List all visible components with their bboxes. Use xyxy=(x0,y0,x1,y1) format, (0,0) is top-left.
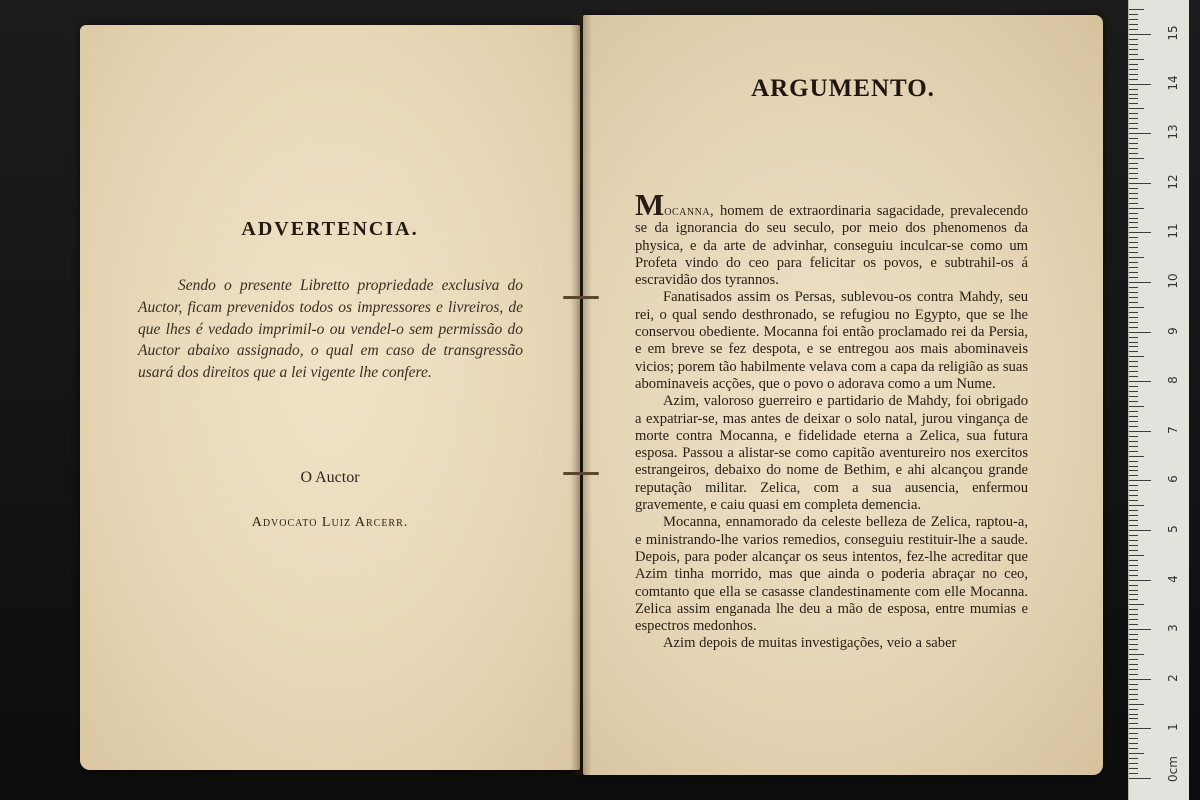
ruler-tick xyxy=(1129,515,1138,516)
ruler-tick xyxy=(1129,98,1138,99)
paragraph: Mocanna, ennamorado da celeste belleza de Zelica, raptou-a, e ministrando-lhe varios remedios, conseguiu restituir-lhe a saude. Depois, para poder alcançar os seus intentos, fez-lhe acreditar que Azim tinha morrido, mas que ainda o poderia abraçar no ceo, comtanto que ella se casasse clandestinamente com elle Mocanna. Zelica assim enganada lhe deu a mão de esposa, entre mumias e espectros medonhos. xyxy=(635,514,1028,635)
ruler-tick xyxy=(1129,342,1138,343)
ruler-tick xyxy=(1129,396,1138,397)
ruler-tick xyxy=(1129,669,1138,670)
ruler-tick xyxy=(1129,555,1144,556)
ruler-tick xyxy=(1129,614,1138,615)
ruler-tick xyxy=(1129,277,1138,278)
paragraph-text: homem de extraordinaria sagacidade, prevalecendo se da ignorancia do seu seculo, por meio dos phenomenos da physica, e da arte de advinhar, conseguiu inculcar-se como um Profeta vindo do ceo para felicitar os povos, e subtrahil-os á escravidão dos tyrannos. xyxy=(635,203,1028,289)
ruler-tick xyxy=(1129,351,1138,352)
ruler-tick xyxy=(1129,619,1138,620)
ruler-tick xyxy=(1129,451,1138,452)
ruler-tick xyxy=(1129,575,1138,576)
ruler-tick xyxy=(1129,594,1138,595)
ruler-tick xyxy=(1129,634,1138,635)
ruler-tick xyxy=(1129,203,1138,204)
ruler-tick xyxy=(1129,158,1144,159)
ruler-tick xyxy=(1129,733,1138,734)
paragraph: Fanatisados assim os Persas, sublevou-os contra Mahdy, seu rei, o qual sendo desthronado, se refugiou no Egypto, que se lhe conservou obediente. Mocanna foi então proclamado rei da Persia, e em breve se fez despota, e se entregou aos mais abominaveis vicios; porem tão habilmente velava com a capa da religião as suas abominaveis acções, que o povo o adorava como a um Nume. xyxy=(635,289,1028,392)
ruler-tick xyxy=(1129,44,1138,45)
ruler-tick xyxy=(1129,565,1138,566)
binding-stitch xyxy=(563,296,599,299)
ruler-tick xyxy=(1129,282,1151,283)
ruler-tick xyxy=(1129,173,1138,174)
ruler-tick xyxy=(1129,74,1138,75)
ruler-tick xyxy=(1129,267,1138,268)
ruler-tick xyxy=(1129,500,1138,501)
ruler-number: 5 xyxy=(1166,525,1180,533)
ruler-tick xyxy=(1129,654,1144,655)
ruler-tick xyxy=(1129,728,1151,729)
ruler-tick xyxy=(1129,446,1138,447)
ruler-tick xyxy=(1129,699,1138,700)
ruler-tick xyxy=(1129,674,1138,675)
ruler-tick xyxy=(1129,247,1138,248)
ruler-number: 13 xyxy=(1166,124,1180,140)
ruler-tick xyxy=(1129,743,1138,744)
ruler-tick xyxy=(1129,585,1138,586)
ruler-tick xyxy=(1129,312,1138,313)
ruler-tick xyxy=(1129,262,1138,263)
ruler-tick xyxy=(1129,24,1138,25)
ruler-tick xyxy=(1129,183,1151,184)
book-gutter xyxy=(570,15,592,775)
paragraph: Azim depois de muitas investigações, veio a saber xyxy=(663,635,957,652)
ruler-tick xyxy=(1129,346,1138,347)
ruler-tick xyxy=(1129,14,1138,15)
ruler-tick xyxy=(1129,252,1138,253)
ruler-tick xyxy=(1129,297,1138,298)
ruler-tick xyxy=(1129,222,1138,223)
ruler-tick xyxy=(1129,178,1138,179)
ruler-tick xyxy=(1129,540,1138,541)
ruler-number: 14 xyxy=(1166,74,1180,91)
ruler-tick xyxy=(1129,723,1138,724)
ruler-tick xyxy=(1129,59,1144,60)
ruler-tick xyxy=(1129,644,1138,645)
ruler-tick xyxy=(1129,684,1138,685)
ruler-tick xyxy=(1129,123,1138,124)
ruler-tick xyxy=(1129,490,1138,491)
ruler-tick xyxy=(1129,441,1138,442)
ruler-number: 4 xyxy=(1166,574,1180,583)
ruler-tick xyxy=(1129,322,1138,323)
ruler-number: 12 xyxy=(1166,174,1180,190)
ruler-tick xyxy=(1129,560,1138,561)
ruler-tick xyxy=(1129,39,1138,40)
ruler-tick xyxy=(1129,525,1138,526)
ruler-tick xyxy=(1129,689,1138,690)
ruler-tick xyxy=(1129,69,1138,70)
ruler-tick xyxy=(1129,9,1144,10)
ruler-tick xyxy=(1129,659,1138,660)
ruler-tick xyxy=(1129,356,1144,357)
ruler-tick xyxy=(1129,456,1144,457)
ruler-tick xyxy=(1129,103,1138,104)
drop-cap: M xyxy=(635,187,665,222)
argumento-title: ARGUMENTO. xyxy=(751,75,935,102)
ruler-tick xyxy=(1129,272,1138,273)
ruler-tick xyxy=(1129,227,1138,228)
ruler-tick xyxy=(1129,34,1151,35)
ruler-tick xyxy=(1129,89,1138,90)
ruler-tick xyxy=(1129,84,1151,85)
ruler-tick xyxy=(1129,466,1138,467)
ruler-number: 2 xyxy=(1166,673,1180,682)
ruler-tick xyxy=(1129,738,1138,739)
ruler-tick xyxy=(1129,307,1144,308)
ruler-tick xyxy=(1129,550,1138,551)
ruler-tick xyxy=(1129,535,1138,536)
ruler-tick xyxy=(1129,510,1138,511)
ruler-tick xyxy=(1129,763,1138,764)
copyright-notice: Sendo o presente Libretto propriedade exclusiva do Auctor, ficam prevenidos todos os impressores e livreiros, de que lhes é vedado imprimil-o ou vendel-o sem permissão do Auctor abaixo assignado, o qual em caso de transgressão usará dos direitos que a lei vigente lhe confere. xyxy=(138,277,523,382)
ruler-number: 15 xyxy=(1166,25,1180,41)
ruler-tick xyxy=(1129,570,1138,571)
binding-stitch xyxy=(563,472,599,475)
ruler-tick xyxy=(1129,505,1144,506)
ruler-tick xyxy=(1129,485,1138,486)
ruler-tick xyxy=(1129,133,1151,134)
ruler-tick xyxy=(1129,79,1138,80)
ruler-tick xyxy=(1129,768,1138,769)
ruler-tick xyxy=(1129,580,1151,581)
ruler-tick xyxy=(1129,709,1138,710)
ruler-tick xyxy=(1129,639,1138,640)
ruler-tick xyxy=(1129,198,1138,199)
ruler-tick xyxy=(1129,609,1138,610)
ruler-tick xyxy=(1129,237,1138,238)
ruler-tick xyxy=(1129,242,1138,243)
ruler-tick xyxy=(1129,421,1138,422)
ruler-tick xyxy=(1129,168,1138,169)
ruler-tick xyxy=(1129,366,1138,367)
ruler-tick xyxy=(1129,694,1138,695)
advertencia-title: ADVERTENCIA. xyxy=(241,218,419,240)
ruler-tick xyxy=(1129,381,1151,382)
ruler-tick xyxy=(1129,332,1151,333)
ruler-tick xyxy=(1129,287,1138,288)
right-page xyxy=(583,15,1103,775)
ruler-tick xyxy=(1129,386,1138,387)
first-word: ocanna, xyxy=(664,203,715,219)
ruler-tick xyxy=(1129,748,1138,749)
ruler-tick xyxy=(1129,163,1138,164)
ruler-tick xyxy=(1129,337,1138,338)
ruler-tick xyxy=(1129,599,1138,600)
ruler-tick xyxy=(1129,128,1138,129)
ruler-tick xyxy=(1129,19,1138,20)
ruler-tick xyxy=(1129,758,1138,759)
ruler-tick xyxy=(1129,475,1138,476)
ruler-tick xyxy=(1129,545,1138,546)
ruler-tick xyxy=(1129,376,1138,377)
ruler-tick xyxy=(1129,590,1138,591)
ruler-tick xyxy=(1129,714,1138,715)
ruler-number: 10 xyxy=(1166,273,1180,289)
ruler-tick xyxy=(1129,520,1138,521)
ruler-tick xyxy=(1129,371,1138,372)
ruler-number: 7 xyxy=(1166,425,1180,434)
ruler-tick xyxy=(1129,193,1138,194)
argumento-body xyxy=(635,187,1028,653)
ruler-tick xyxy=(1129,143,1138,144)
ruler-number: 1 xyxy=(1166,723,1180,732)
ruler-number: 8 xyxy=(1166,376,1180,385)
ruler-number: 3 xyxy=(1166,624,1180,633)
ruler-tick xyxy=(1129,604,1144,605)
ruler-tick xyxy=(1129,401,1138,402)
ruler-tick xyxy=(1129,411,1138,412)
ruler-tick xyxy=(1129,29,1138,30)
ruler-tick xyxy=(1129,257,1144,258)
ruler-tick xyxy=(1129,232,1151,233)
ruler-tick xyxy=(1129,530,1151,531)
ruler-tick xyxy=(1129,718,1138,719)
left-page xyxy=(80,25,580,770)
ruler-tick xyxy=(1129,461,1138,462)
measuring-ruler xyxy=(1128,0,1189,800)
ruler-tick xyxy=(1129,431,1151,432)
ruler-tick xyxy=(1129,426,1138,427)
ruler-tick xyxy=(1129,292,1138,293)
author-name: Advocato Luiz Arcerr. xyxy=(251,515,409,530)
ruler-tick xyxy=(1129,778,1151,779)
ruler-tick xyxy=(1129,213,1138,214)
ruler-tick xyxy=(1129,361,1138,362)
ruler-tick xyxy=(1129,470,1138,471)
ruler-tick xyxy=(1129,302,1138,303)
ruler-tick xyxy=(1129,208,1144,209)
ruler-tick xyxy=(1129,188,1138,189)
ruler-tick xyxy=(1129,218,1138,219)
ruler-tick xyxy=(1129,773,1138,774)
ruler-number: 9 xyxy=(1166,326,1180,335)
ruler-number: 6 xyxy=(1166,475,1180,484)
ruler-tick xyxy=(1129,416,1138,417)
ruler-tick xyxy=(1129,108,1144,109)
ruler-number: 11 xyxy=(1166,223,1180,240)
ruler-zero-label: 0cm xyxy=(1166,756,1180,782)
ruler-tick xyxy=(1129,704,1144,705)
paragraph: Azim, valoroso guerreiro e partidario de Mahdy, foi obrigado a expatriar-se, mas antes de deixar o solo natal, jurou vingança de morte contra Mocanna, e fidelidade eterna a Zelica, sua futura esposa. Passou a alistar-se como capitão aventureiro nos exercitos estrangeiros, debaixo do nome de Bethim, e ahi alcançou grande reputação militar. Zelica, com a sua ausencia, enfermou gravemente, e caiu quasi em completa demencia. xyxy=(635,393,1028,514)
ruler-tick xyxy=(1129,49,1138,50)
ruler-tick xyxy=(1129,54,1138,55)
ruler-tick xyxy=(1129,664,1138,665)
ruler-tick xyxy=(1129,436,1138,437)
ruler-tick xyxy=(1129,153,1138,154)
ruler-tick xyxy=(1129,624,1138,625)
ruler-tick xyxy=(1129,480,1151,481)
ruler-tick xyxy=(1129,495,1138,496)
ruler-tick xyxy=(1129,138,1138,139)
ruler-tick xyxy=(1129,118,1138,119)
ruler-tick xyxy=(1129,406,1144,407)
ruler-tick xyxy=(1129,64,1138,65)
ruler-tick xyxy=(1129,113,1138,114)
paragraph xyxy=(635,187,1028,289)
ruler-tick xyxy=(1129,649,1138,650)
ruler-tick xyxy=(1129,679,1151,680)
ruler-tick xyxy=(1129,391,1138,392)
ruler-tick xyxy=(1129,327,1138,328)
ruler-tick xyxy=(1129,148,1138,149)
ruler-tick xyxy=(1129,753,1144,754)
ruler-tick xyxy=(1129,94,1138,95)
ruler-tick xyxy=(1129,629,1151,630)
signoff-label: O Auctor xyxy=(300,469,360,486)
ruler-tick xyxy=(1129,317,1138,318)
